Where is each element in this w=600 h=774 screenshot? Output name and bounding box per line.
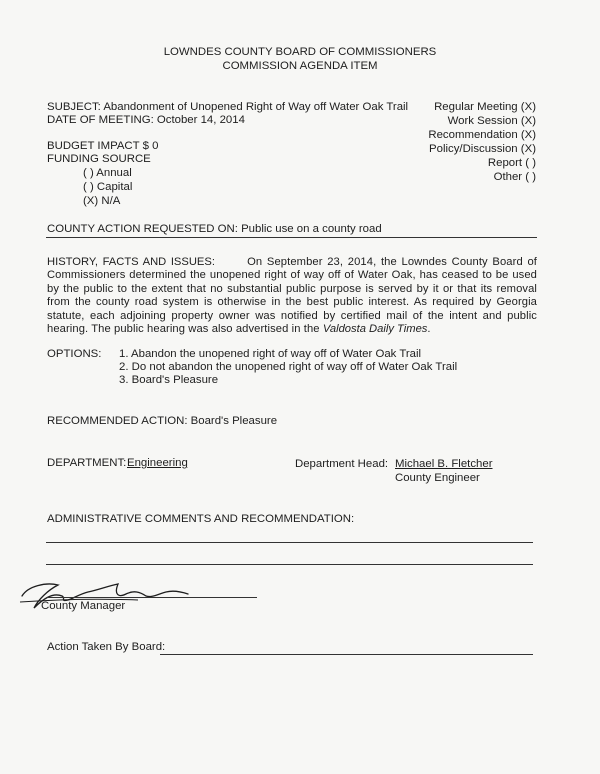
county-manager-label: County Manager [41,600,126,612]
history-paragraph [47,256,537,336]
header-title: LOWNDES COUNTY BOARD OF COMMISSIONERS [163,46,437,58]
history-text: On September 23, 2014, the Lowndes County Board of Commissioners determined the unopened right of way off of Water Oak, has ceased to be used by the public to the extent that no substantial public purpose is served by it or that its removal from the county road system is otherwise in the best public interest. As required by Georgia statute, each adjoining property owner was notified by certified mail of the intent and public hearing. The public hearing was also advertised in the [47,256,537,336]
history-text-end: . [427,323,431,336]
option-item: 1. Abandon the unopened right of way off of Water Oak Trail [119,348,422,360]
county-action-requested: COUNTY ACTION REQUESTED ON: Public use on a county road [47,223,382,235]
option-item: 3. Board's Pleasure [119,374,219,386]
funding-option-annual: ( ) Annual [83,167,132,179]
meeting-type-other: Other ( ) [493,171,536,183]
header-subtitle: COMMISSION AGENDA ITEM [222,60,378,72]
department-label: DEPARTMENT: [47,457,127,469]
department-head-label: Department Head: [295,458,389,470]
meeting-type-work-session: Work Session (X) [447,115,536,127]
funding-option-na: (X) N/A [83,195,121,207]
recommended-action: RECOMMENDED ACTION: Board's Pleasure [47,415,278,427]
subject-line: SUBJECT: Abandonment of Unopened Right of Way off Water Oak Trail [47,101,409,113]
date-of-meeting: DATE OF MEETING: October 14, 2014 [47,114,245,126]
department-head-title: County Engineer [395,472,480,484]
meeting-type-policy: Policy/Discussion (X) [429,143,536,155]
comment-line [46,542,533,543]
budget-impact: BUDGET IMPACT $ 0 [47,140,159,152]
signature-line [47,597,257,598]
comment-line [46,564,533,565]
admin-comments-label: ADMINISTRATIVE COMMENTS AND RECOMMENDATION: [47,513,355,525]
funding-option-capital: ( ) Capital [83,181,133,193]
options-label: OPTIONS: [47,348,102,360]
history-label: HISTORY, FACTS AND ISSUES: [47,256,215,268]
section-divider [46,237,537,238]
department-head-name: Michael B. Fletcher [395,458,493,470]
action-taken-label: Action Taken By Board: [47,641,166,653]
action-taken-line [160,654,533,655]
option-item: 2. Do not abandon the unopened right of way off of Water Oak Trail [119,361,458,373]
funding-source-label: FUNDING SOURCE [47,153,151,165]
department-value: Engineering [127,457,188,469]
meeting-type-recommendation: Recommendation (X) [428,129,536,141]
meeting-type-regular: Regular Meeting (X) [434,101,536,113]
meeting-type-report: Report ( ) [487,157,536,169]
newspaper-name: Valdosta Daily Times [322,323,428,336]
